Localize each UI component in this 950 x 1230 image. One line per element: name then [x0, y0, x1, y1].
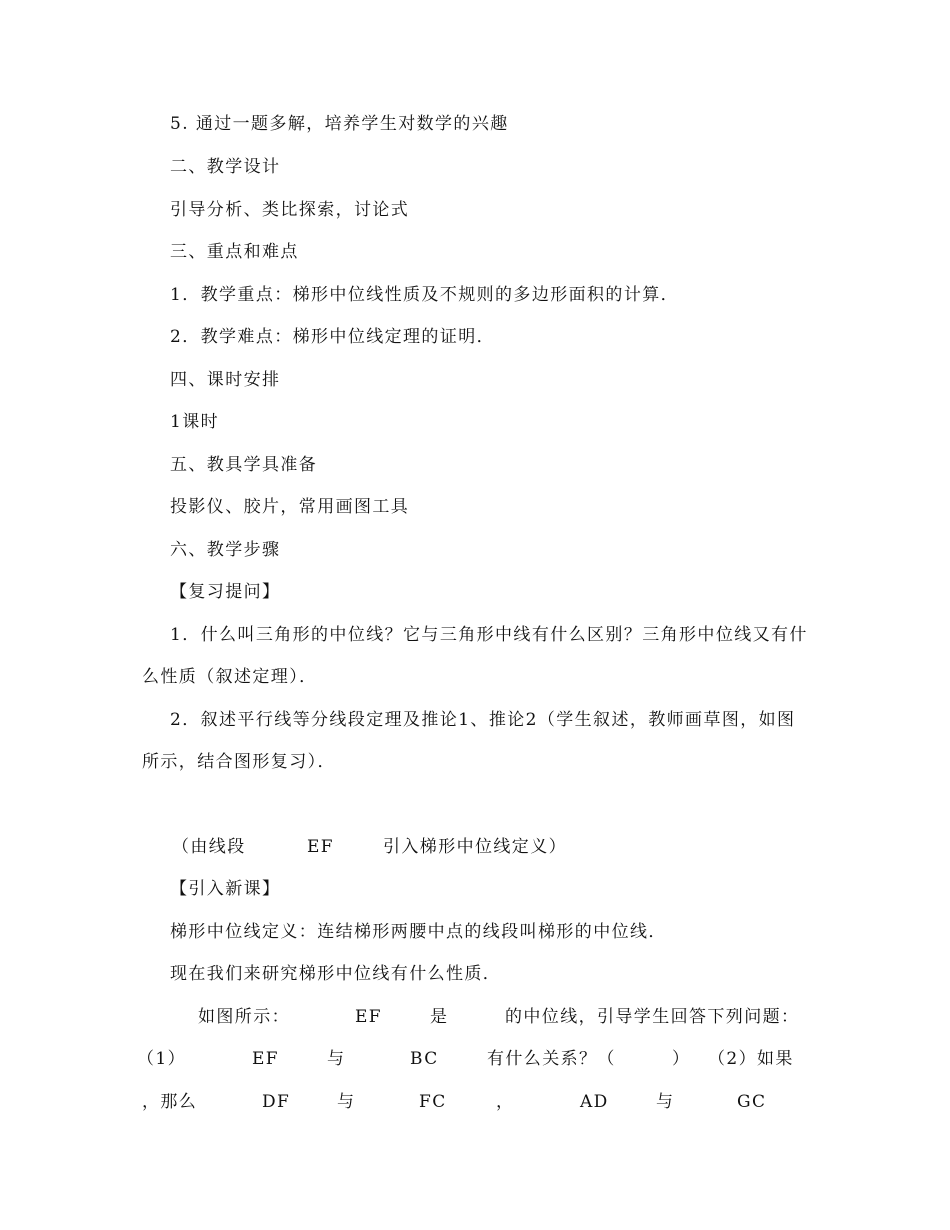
q3-comma: ，: [496, 1092, 515, 1112]
q2-number-1: （1）: [137, 1049, 187, 1069]
teaching-design-text: 引导分析、类比探索，讨论式: [170, 200, 410, 220]
section-heading-schedule: 四、课时安排: [170, 370, 281, 390]
review-question-2: 2．叙述平行线等分线段定理及推论1、推论2（学生叙述，教师画草图，如图: [170, 710, 796, 730]
q1-midline-text: 的中位线，引导学生回答下列问题：: [505, 1007, 800, 1027]
section-heading-key-points: 三、重点和难点: [170, 242, 299, 262]
q3-segment-ad: AD: [580, 1092, 609, 1112]
key-point-1: 1．教学重点：梯形中位线性质及不规则的多边形面积的计算．: [170, 285, 680, 305]
section-heading-steps: 六、教学步骤: [170, 540, 281, 560]
review-question-1: 1．什么叫三角形的中位线？它与三角形中线有什么区别？三角形中位线又有什: [170, 625, 808, 645]
review-heading: 【复习提问】: [170, 582, 281, 602]
q1-segment-ef: EF: [355, 1007, 383, 1027]
ef-intro-segment-label: EF: [307, 837, 335, 857]
q2-number-2: （2）如果: [708, 1049, 794, 1069]
tools-text: 投影仪、胶片，常用画图工具: [170, 497, 410, 517]
objective-item-5: 5. 通过一题多解，培养学生对数学的兴趣: [170, 114, 509, 134]
ef-intro-text-2: 引入梯形中位线定义）: [383, 837, 567, 857]
q2-close-paren: ）: [672, 1049, 691, 1069]
q2-relation-question: 有什么关系？（: [487, 1049, 616, 1069]
research-intro-text: 现在我们来研究梯形中位线有什么性质．: [170, 964, 502, 984]
review-question-2-continued: 所示，结合图形复习）．: [142, 752, 336, 772]
q2-segment-bc: BC: [410, 1049, 439, 1069]
q1-as-shown: 如图所示：: [198, 1007, 290, 1027]
key-point-2: 2．教学难点：梯形中位线定理的证明．: [170, 327, 496, 347]
q3-then: ，那么: [142, 1092, 198, 1112]
q2-segment-ef: EF: [252, 1049, 280, 1069]
q3-segment-gc: GC: [737, 1092, 767, 1112]
section-heading-tools: 五、教具学具准备: [170, 455, 318, 475]
q3-segment-fc: FC: [419, 1092, 447, 1112]
q2-and-1: 与: [327, 1049, 346, 1069]
q3-segment-df: DF: [262, 1092, 291, 1112]
new-lesson-heading: 【引入新课】: [170, 879, 281, 899]
q3-and-1: 与: [337, 1092, 356, 1112]
q1-is: 是: [430, 1007, 449, 1027]
schedule-text: 1课时: [170, 412, 220, 432]
ef-intro-text-1: （由线段: [172, 837, 246, 857]
review-question-1-continued: 么性质（叙述定理）．: [142, 667, 318, 687]
q3-and-2: 与: [656, 1092, 675, 1112]
section-heading-teaching-design: 二、教学设计: [170, 157, 281, 177]
trapezoid-midline-definition: 梯形中位线定义：连结梯形两腰中点的线段叫梯形的中位线．: [170, 922, 667, 942]
